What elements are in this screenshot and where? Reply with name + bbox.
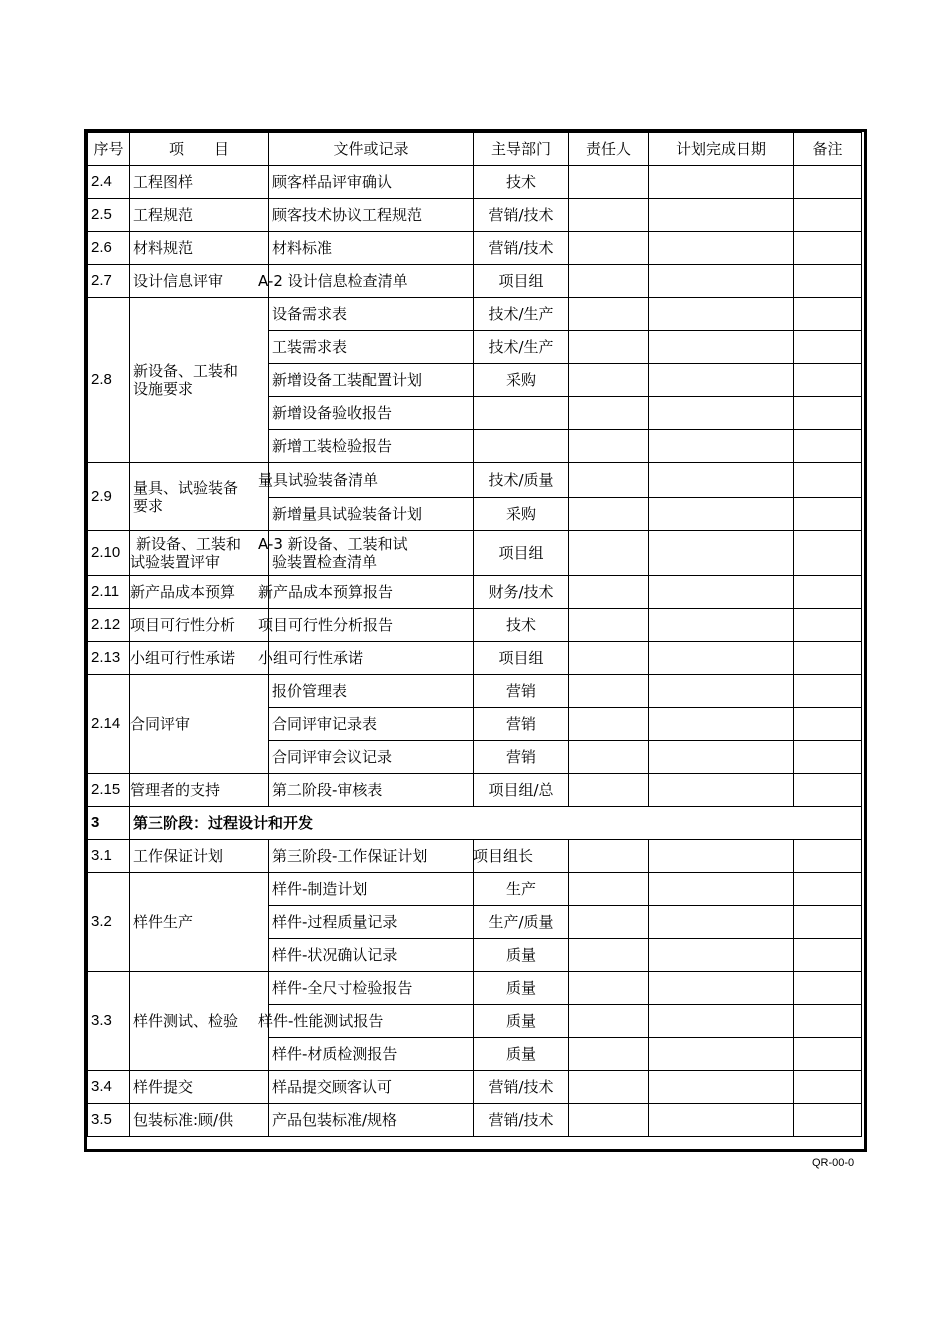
row-no: 2.7 [88, 265, 130, 298]
row-owner [569, 840, 649, 873]
row-item-line2: 设施要求 [133, 380, 194, 398]
row-dept: 营销/技术 [474, 232, 569, 265]
table-row [88, 199, 862, 232]
row-date [649, 166, 794, 199]
table-row [88, 531, 862, 576]
row-owner [569, 298, 649, 331]
row-remark [794, 298, 862, 331]
row-doc: 产品包装标准/规格 [269, 1104, 474, 1137]
row-no: 3.4 [88, 1071, 130, 1104]
row-remark [794, 741, 862, 774]
row-doc: 样件-过程质量记录 [269, 906, 474, 939]
row-date [649, 675, 794, 708]
row-item: 合同评审 [130, 675, 269, 774]
row-dept: 营销 [474, 741, 569, 774]
row-date [649, 972, 794, 1005]
row-owner [569, 1005, 649, 1038]
row-date [649, 430, 794, 463]
row-doc: 样品提交顾客认可 [269, 1071, 474, 1104]
table-row [88, 873, 862, 906]
row-remark [794, 166, 862, 199]
row-remark [794, 675, 862, 708]
row-doc: 新增设备工装配置计划 [269, 364, 474, 397]
row-item-line1: 新设备、工装和 [136, 535, 242, 553]
row-dept: 采购 [474, 498, 569, 531]
row-doc: 设备需求表 [269, 298, 474, 331]
row-no: 2.12 [88, 609, 130, 642]
table-row [88, 774, 862, 807]
table-row [88, 1104, 862, 1137]
row-owner [569, 498, 649, 531]
row-date [649, 873, 794, 906]
row-dept: 技术 [474, 609, 569, 642]
row-doc: 顾客样品评审确认 [269, 166, 474, 199]
row-doc-line2: 验装置检查清单 [272, 553, 378, 571]
row-item: 材料规范 [130, 232, 269, 265]
row-date [649, 298, 794, 331]
row-doc-line1: A-3 新设备、工装和试 [258, 535, 408, 553]
row-item: 项目可行性分析 [130, 609, 269, 642]
row-dept: 生产 [474, 873, 569, 906]
row-dept: 采购 [474, 364, 569, 397]
row-date [649, 397, 794, 430]
row-item: 样件提交 [130, 1071, 269, 1104]
row-doc-text: A-2 设计信息检查清单 [258, 272, 408, 290]
row-doc [258, 642, 474, 675]
row-doc: 样件-全尺寸检验报告 [269, 972, 474, 1005]
table-row [88, 298, 862, 331]
row-dept: 营销/技术 [474, 1104, 569, 1137]
row-date [649, 498, 794, 531]
row-dept: 质量 [474, 939, 569, 972]
row-item: 工程规范 [130, 199, 269, 232]
row-dept [474, 397, 569, 430]
row-remark [794, 708, 862, 741]
row-doc [258, 576, 474, 609]
table-row [88, 576, 862, 609]
row-date [649, 840, 794, 873]
row-date [649, 939, 794, 972]
table-row [88, 609, 862, 642]
row-remark [794, 873, 862, 906]
row-owner [569, 939, 649, 972]
row-dept: 生产/质量 [474, 906, 569, 939]
row-no: 2.15 [88, 774, 130, 807]
row-doc: 第三阶段-工作保证计划 [269, 840, 474, 873]
row-no: 2.13 [88, 642, 130, 675]
row-dept: 质量 [474, 972, 569, 1005]
row-owner [569, 1104, 649, 1137]
row-remark [794, 972, 862, 1005]
row-remark [794, 199, 862, 232]
row-remark [794, 331, 862, 364]
table-header-row [88, 133, 862, 166]
row-remark [794, 609, 862, 642]
row-doc: 工装需求表 [269, 331, 474, 364]
row-date [649, 708, 794, 741]
row-owner [569, 531, 649, 576]
row-date [649, 1104, 794, 1137]
row-owner [569, 675, 649, 708]
row-no: 3.3 [88, 972, 130, 1071]
row-doc: 顾客技术协议工程规范 [269, 199, 474, 232]
row-owner [569, 774, 649, 807]
table-row [88, 675, 862, 708]
row-remark [794, 1005, 862, 1038]
table-row [88, 166, 862, 199]
row-dept: 项目组 [474, 642, 569, 675]
row-doc [258, 531, 474, 576]
table-row [88, 642, 862, 675]
row-owner [569, 972, 649, 1005]
row-doc [258, 463, 474, 498]
row-dept: 项目组/总 [474, 774, 569, 807]
row-owner [569, 265, 649, 298]
row-remark [794, 1038, 862, 1071]
row-date [649, 906, 794, 939]
header-doc: 文件或记录 [269, 133, 474, 166]
row-doc-text: 量具试验装备清单 [258, 471, 379, 489]
row-owner [569, 609, 649, 642]
section-no: 3 [88, 807, 130, 840]
row-remark [794, 364, 862, 397]
header-owner: 责任人 [569, 133, 649, 166]
row-doc-text: 样件-性能测试报告 [258, 1012, 384, 1030]
table-row [88, 972, 862, 1005]
row-doc [258, 1005, 474, 1038]
row-item: 设计信息评审 [130, 265, 269, 298]
row-owner [569, 708, 649, 741]
row-doc: 新增工装检验报告 [269, 430, 474, 463]
row-dept: 项目组 [474, 531, 569, 576]
table-row [88, 232, 862, 265]
row-no: 3.2 [88, 873, 130, 972]
row-remark [794, 906, 862, 939]
row-doc: 样件-材质检测报告 [269, 1038, 474, 1071]
row-doc: 第二阶段-审核表 [269, 774, 474, 807]
row-dept: 营销/技术 [474, 199, 569, 232]
header-no: 序号 [88, 133, 130, 166]
row-date [649, 576, 794, 609]
row-remark [794, 1071, 862, 1104]
row-doc-text: 小组可行性承诺 [258, 649, 364, 667]
row-item-line1: 量具、试验装备 [133, 478, 239, 497]
row-item: 工程图样 [130, 166, 269, 199]
row-remark [794, 265, 862, 298]
row-item: 小组可行性承诺 [130, 642, 269, 675]
row-doc: 新增量具试验装备计划 [269, 498, 474, 531]
row-remark [794, 576, 862, 609]
row-doc: 合同评审会议记录 [269, 741, 474, 774]
row-date [649, 199, 794, 232]
row-date [649, 1005, 794, 1038]
row-dept: 技术 [474, 166, 569, 199]
row-date [649, 531, 794, 576]
row-date [649, 331, 794, 364]
row-no: 2.14 [88, 675, 130, 774]
row-owner [569, 463, 649, 498]
row-date [649, 609, 794, 642]
row-dept: 技术/生产 [474, 331, 569, 364]
row-remark [794, 642, 862, 675]
row-item: 工作保证计划 [130, 840, 269, 873]
row-no: 2.8 [88, 298, 130, 463]
row-item-line2: 试验装置评审 [130, 553, 221, 571]
row-item: 新产品成本预算 [130, 576, 269, 609]
table-row [88, 463, 862, 498]
row-item: 管理者的支持 [130, 774, 269, 807]
row-no: 2.5 [88, 199, 130, 232]
row-item [130, 298, 269, 463]
row-dept: 质量 [474, 1005, 569, 1038]
row-no: 3.1 [88, 840, 130, 873]
row-doc: 合同评审记录表 [269, 708, 474, 741]
row-date [649, 1071, 794, 1104]
row-no: 3.5 [88, 1104, 130, 1137]
row-owner [569, 199, 649, 232]
row-no: 2.10 [88, 531, 130, 576]
row-owner [569, 364, 649, 397]
row-dept: 营销 [474, 708, 569, 741]
row-remark [794, 397, 862, 430]
row-doc: 材料标准 [269, 232, 474, 265]
row-remark [794, 531, 862, 576]
row-doc: 新增设备验收报告 [269, 397, 474, 430]
row-doc: 样件-状况确认记录 [269, 939, 474, 972]
row-dept: 项目组 [474, 265, 569, 298]
table-row [88, 840, 862, 873]
row-dept: 技术/质量 [474, 463, 569, 498]
row-owner [569, 232, 649, 265]
row-owner [569, 1071, 649, 1104]
row-owner [569, 741, 649, 774]
row-remark [794, 232, 862, 265]
row-date [649, 232, 794, 265]
row-dept [474, 840, 569, 873]
row-owner [569, 642, 649, 675]
form-code: QR-00-0 [812, 1157, 855, 1169]
row-dept: 技术/生产 [474, 298, 569, 331]
row-owner [569, 397, 649, 430]
header-date: 计划完成日期 [649, 133, 794, 166]
row-remark [794, 463, 862, 498]
table-row [88, 1071, 862, 1104]
row-no: 2.6 [88, 232, 130, 265]
row-remark [794, 840, 862, 873]
row-item [130, 463, 269, 531]
row-date [649, 463, 794, 498]
header-item: 项 目 [130, 133, 269, 166]
row-date [649, 741, 794, 774]
row-doc: 样件-制造计划 [269, 873, 474, 906]
row-dept: 质量 [474, 1038, 569, 1071]
row-doc [258, 609, 474, 642]
row-dept [474, 430, 569, 463]
section-title: 第三阶段：过程设计和开发 [130, 807, 862, 840]
row-item-line1: 新设备、工装和 [133, 362, 239, 380]
row-remark [794, 430, 862, 463]
row-item: 样件测试、检验 [130, 972, 269, 1071]
row-doc-text: 项目可行性分析报告 [258, 616, 394, 634]
row-remark [794, 774, 862, 807]
row-item: 包装标准:顾/供 [130, 1104, 269, 1137]
row-remark [794, 498, 862, 531]
row-owner [569, 166, 649, 199]
row-owner [569, 1038, 649, 1071]
row-owner [569, 576, 649, 609]
table-row [88, 265, 862, 298]
row-owner [569, 430, 649, 463]
row-dept-text: 项目组长 [473, 847, 534, 865]
row-remark [794, 1104, 862, 1137]
plan-table [87, 132, 862, 1137]
row-item [130, 531, 269, 576]
row-dept: 财务/技术 [474, 576, 569, 609]
row-date [649, 265, 794, 298]
row-date [649, 364, 794, 397]
header-dept: 主导部门 [474, 133, 569, 166]
row-date [649, 1038, 794, 1071]
row-item-line2: 要求 [133, 496, 164, 515]
row-item: 样件生产 [130, 873, 269, 972]
row-owner [569, 873, 649, 906]
row-owner [569, 906, 649, 939]
section-row [88, 807, 862, 840]
row-doc: 报价管理表 [269, 675, 474, 708]
row-no: 2.4 [88, 166, 130, 199]
header-remark: 备注 [794, 133, 862, 166]
row-date [649, 774, 794, 807]
row-date [649, 642, 794, 675]
row-no: 2.9 [88, 463, 130, 531]
row-remark [794, 939, 862, 972]
row-dept: 营销 [474, 675, 569, 708]
row-doc [258, 265, 474, 298]
row-owner [569, 331, 649, 364]
row-dept: 营销/技术 [474, 1071, 569, 1104]
row-doc-text: 新产品成本预算报告 [258, 583, 394, 601]
row-no: 2.11 [88, 576, 130, 609]
